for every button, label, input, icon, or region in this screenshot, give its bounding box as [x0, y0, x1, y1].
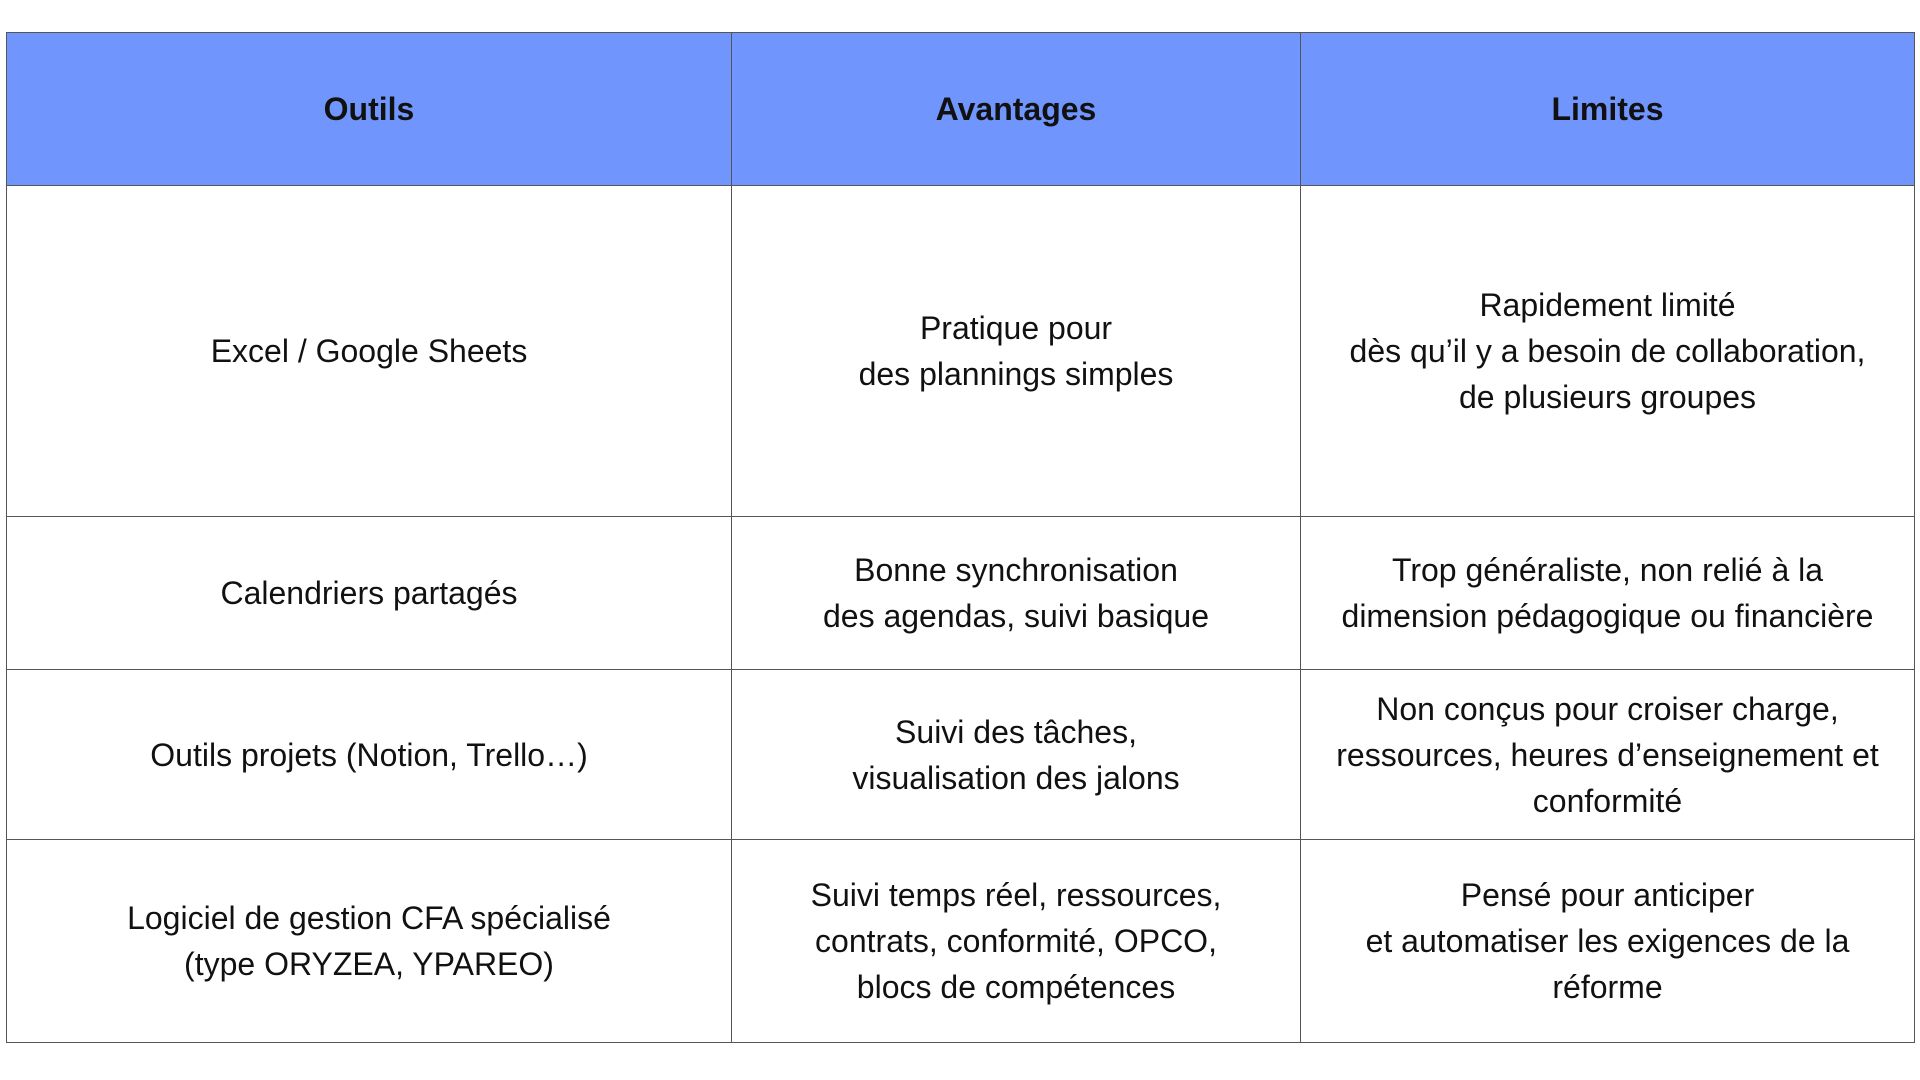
cell-outil: [7, 840, 732, 1043]
cell-text-line: Rapidement limité: [1479, 287, 1736, 323]
cell-text-line: dimension pédagogique ou financière: [1341, 598, 1874, 634]
cell-text-line: Trop généraliste, non relié à la: [1391, 552, 1824, 588]
cell-text-line: visualisation des jalons: [852, 759, 1180, 796]
header-outils: Outils: [7, 33, 732, 186]
cell-limites: [1301, 186, 1915, 517]
cell-outil: [7, 670, 732, 840]
cell-text-line: Pratique pour: [919, 310, 1113, 346]
cell-avantages: [732, 517, 1301, 670]
cell-text-line: de plusieurs groupes: [1458, 379, 1757, 415]
cell-text-line: (type ORYZEA, YPAREO): [184, 946, 554, 982]
cell-text-line: et automatiser les exigences de la: [1365, 923, 1850, 959]
table-row: [7, 186, 1915, 517]
cell-limites: [1301, 670, 1915, 840]
header-avantages: Avantages: [732, 33, 1301, 186]
table-row: [7, 840, 1915, 1043]
cell-avantages: [732, 670, 1301, 840]
cell-text-line: Outils projets (Notion, Trello…): [150, 736, 588, 773]
cell-text-line: des agendas, suivi basique: [822, 598, 1210, 634]
cell-text-line: conformité: [1532, 782, 1683, 819]
cell-text-line: Calendriers partagés: [220, 575, 518, 611]
cell-text-line: ressources, heures d’enseignement et: [1336, 736, 1879, 773]
header-row: [7, 33, 1915, 186]
cell-avantages: [732, 186, 1301, 517]
cell-text-line: dès qu’il y a besoin de collaboration,: [1349, 333, 1866, 369]
cell-text-line: Bonne synchronisation: [854, 552, 1178, 588]
cell-text-line: Non conçus pour croiser charge,: [1376, 690, 1839, 727]
cell-text-line: contrats, conformité, OPCO,: [815, 923, 1217, 959]
cell-avantages: [732, 840, 1301, 1043]
cell-limites: [1301, 840, 1915, 1043]
cell-outil: [7, 186, 732, 517]
cell-text-line: des plannings simples: [858, 356, 1174, 392]
cell-text-line: Pensé pour anticiper: [1460, 877, 1755, 913]
cell-text-line: Logiciel de gestion CFA spécialisé: [127, 900, 611, 936]
comparison-table: [6, 32, 1915, 1043]
cell-text-line: Suivi des tâches,: [895, 713, 1137, 750]
cell-text-line: Excel / Google Sheets: [210, 333, 528, 369]
header-limites: Limites: [1301, 33, 1915, 186]
cell-text-line: Suivi temps réel, ressources,: [810, 877, 1222, 913]
cell-outil: [7, 517, 732, 670]
table-row: [7, 670, 1915, 840]
cell-text-line: réforme: [1552, 969, 1663, 1005]
table-row: [7, 517, 1915, 670]
cell-limites: [1301, 517, 1915, 670]
cell-text-line: blocs de compétences: [856, 969, 1176, 1005]
